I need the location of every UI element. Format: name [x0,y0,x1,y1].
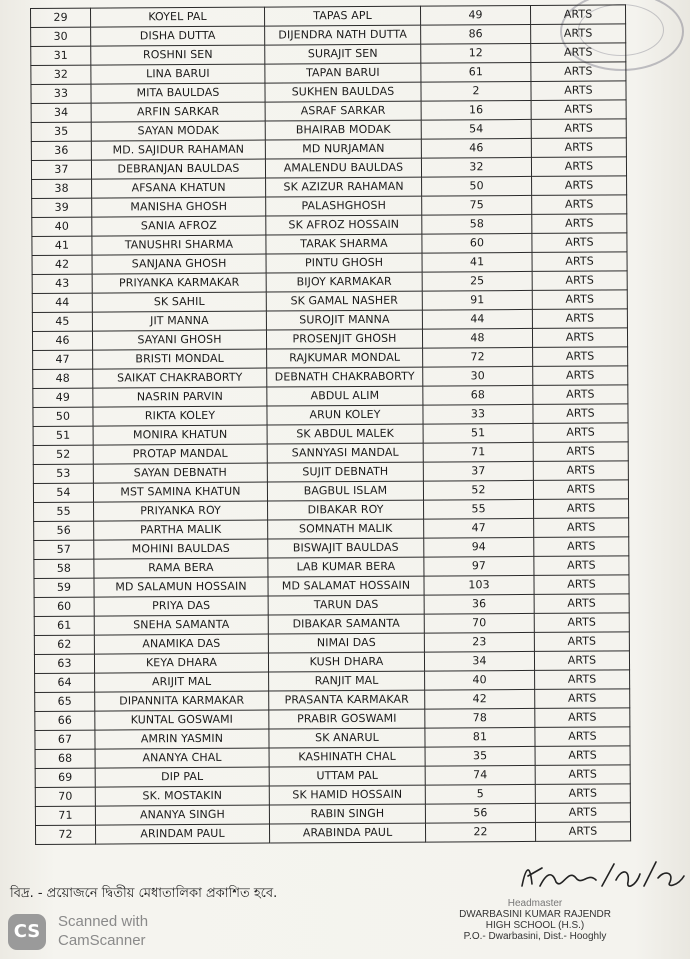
cell-student-name: ANAMIKA DAS [94,634,268,654]
school-name-line2: HIGH SCHOOL (H.S.) [485,920,585,931]
cell-student-name: RAMA BERA [94,558,268,578]
cell-stream: ARTS [535,727,630,747]
cell-serial-number: 36 [31,141,91,160]
cell-marks: 5 [425,784,535,804]
cell-serial-number: 40 [32,217,92,236]
cell-serial-number: 34 [31,103,91,122]
cell-stream: ARTS [531,100,626,120]
cell-serial-number: 41 [32,236,92,255]
cell-student-name: BRISTI MONDAL [93,349,267,369]
cell-father-name: ARABINDA PAUL [269,823,425,843]
cell-marks: 35 [425,746,535,766]
cell-marks: 55 [424,499,534,519]
cell-marks: 30 [423,366,533,386]
cell-stream: ARTS [532,195,627,215]
cell-stream: ARTS [533,442,628,462]
cell-student-name: SANJANA GHOSH [92,254,266,274]
cell-student-name: PROTAP MANDAL [93,444,267,464]
cell-marks: 70 [424,613,534,633]
cell-serial-number: 50 [33,407,93,426]
cell-student-name: MST SAMINA KHATUN [93,482,267,502]
cell-father-name: TAPAN BARUI [265,63,421,83]
cell-stream: ARTS [535,689,630,709]
cell-serial-number: 30 [31,27,91,46]
table-row [35,822,630,845]
cell-father-name: SUROJIT MANNA [266,310,422,330]
cell-serial-number: 53 [33,464,93,483]
cell-marks: 16 [421,100,531,120]
merit-list-table [30,4,631,845]
cell-father-name: MD SALAMAT HOSSAIN [268,576,424,596]
cell-marks: 34 [424,651,534,671]
cell-marks: 58 [422,214,532,234]
cell-student-name: SK SAHIL [92,292,266,312]
camscanner-logo-icon: CS [8,914,46,950]
cell-serial-number: 47 [33,350,93,369]
cell-stream: ARTS [531,62,626,82]
scanner-watermark-line2: CamScanner [58,932,146,949]
cell-serial-number: 72 [35,825,95,844]
cell-stream: ARTS [534,594,629,614]
cell-student-name: KEYA DHARA [94,653,268,673]
cell-father-name: BHAIRAB MODAK [265,120,421,140]
cell-marks: 44 [422,309,532,329]
cell-father-name: SURAJIT SEN [265,44,421,64]
cell-student-name: DIPANNITA KARMAKAR [95,691,269,711]
cell-father-name: DIJENDRA NATH DUTTA [265,25,421,45]
cell-student-name: JIT MANNA [92,311,266,331]
cell-serial-number: 59 [34,578,94,597]
cell-father-name: SK ABDUL MALEK [267,424,423,444]
cell-stream: ARTS [533,480,628,500]
cell-marks: 48 [422,328,532,348]
cell-stream: ARTS [532,309,627,329]
cell-stream: ARTS [533,423,628,443]
cell-marks: 46 [421,138,531,158]
cell-father-name: MD NURJAMAN [265,139,421,159]
cell-stream: ARTS [533,347,628,367]
cell-father-name: DEBNATH CHAKRABORTY [267,367,423,387]
cell-marks: 68 [423,385,533,405]
cell-serial-number: 67 [35,730,95,749]
cell-serial-number: 52 [33,445,93,464]
cell-stream: ARTS [534,537,629,557]
cell-marks: 91 [422,290,532,310]
cell-father-name: ARUN KOLEY [267,405,423,425]
headmaster-title: Headmaster [507,898,563,909]
footer-note: বিদ্র. - প্রয়োজনে দ্বিতীয় মেধাতালিকা প্রকাশিত হবে. [10,886,278,901]
cell-student-name: MOHINI BAULDAS [94,539,268,559]
cell-serial-number: 42 [32,255,92,274]
cell-serial-number: 54 [33,483,93,502]
cell-student-name: MONIRA KHATUN [93,425,267,445]
cell-father-name: RANJIT MAL [269,671,425,691]
cell-father-name: SK GAMAL NASHER [266,291,422,311]
cell-marks: 72 [423,347,533,367]
cell-stream: ARTS [534,613,629,633]
cell-father-name: DIBAKAR ROY [268,500,424,520]
cell-student-name: MITA BAULDAS [91,83,265,103]
cell-father-name: SK ANARUL [269,728,425,748]
cell-serial-number: 44 [32,293,92,312]
cell-marks: 61 [421,62,531,82]
cell-student-name: TANUSHRI SHARMA [92,235,266,255]
cell-serial-number: 51 [33,426,93,445]
cell-marks: 41 [422,252,532,272]
cell-stream: ARTS [532,252,627,272]
cell-marks: 81 [425,727,535,747]
cell-student-name: PRIYANKA KARMAKAR [92,273,266,293]
cell-marks: 12 [421,43,531,63]
cell-marks: 42 [425,689,535,709]
cell-marks: 2 [421,81,531,101]
cell-serial-number: 31 [31,46,91,65]
cell-stream: ARTS [534,499,629,519]
cell-student-name: PRIYA DAS [94,596,268,616]
cell-stream: ARTS [532,176,627,196]
cell-stream: ARTS [533,385,628,405]
cell-serial-number: 66 [35,711,95,730]
cell-serial-number: 32 [31,65,91,84]
cell-student-name: DEBRANJAN BAULDAS [91,159,265,179]
cell-stream: ARTS [534,651,629,671]
cell-father-name: PROSENJIT GHOSH [266,329,422,349]
cell-serial-number: 39 [32,198,92,217]
cell-student-name: AFSANA KHATUN [92,178,266,198]
cell-marks: 74 [425,765,535,785]
cell-student-name: MD. SAJIDUR RAHAMAN [91,140,265,160]
cell-stream: ARTS [531,43,626,63]
cell-father-name: SUJIT DEBNATH [267,462,423,482]
cell-student-name: MANISHA GHOSH [92,197,266,217]
cell-father-name: SK HAMID HOSSAIN [269,785,425,805]
cell-serial-number: 69 [35,768,95,787]
cell-marks: 54 [421,119,531,139]
cell-serial-number: 70 [35,787,95,806]
cell-student-name: ARINDAM PAUL [95,824,269,844]
cell-marks: 49 [420,5,530,25]
cell-student-name: DISHA DUTTA [91,26,265,46]
cell-stream: ARTS [532,328,627,348]
cell-stream: ARTS [535,784,630,804]
cell-stream: ARTS [534,632,629,652]
cell-stream: ARTS [531,24,626,44]
cell-father-name: BISWAJIT BAULDAS [268,538,424,558]
cell-stream: ARTS [535,803,630,823]
cell-stream: ARTS [533,461,628,481]
cell-stream: ARTS [535,822,630,842]
cell-father-name: LAB KUMAR BERA [268,557,424,577]
cell-serial-number: 65 [35,692,95,711]
cell-student-name: SANIA AFROZ [92,216,266,236]
cell-marks: 50 [422,176,532,196]
cell-serial-number: 37 [31,160,91,179]
cell-student-name: SK. MOSTAKIN [95,786,269,806]
cell-father-name: KASHINATH CHAL [269,747,425,767]
cell-student-name: KOYEL PAL [91,7,265,27]
cell-stream: ARTS [534,575,629,595]
cell-marks: 40 [425,670,535,690]
cell-student-name: ANANYA CHAL [95,748,269,768]
cell-stream: ARTS [535,670,630,690]
cell-stream: ARTS [535,765,630,785]
cell-stream: ARTS [534,518,629,538]
cell-student-name: LINA BARUI [91,64,265,84]
cell-father-name: UTTAM PAL [269,766,425,786]
cell-stream: ARTS [532,290,627,310]
cell-student-name: ARFIN SARKAR [91,102,265,122]
cell-serial-number: 60 [34,597,94,616]
headmaster-stamp [430,898,640,942]
school-name-line1: DWARBASINI KUMAR RAJENDR [459,909,611,920]
cell-marks: 71 [423,442,533,462]
cell-student-name: AMRIN YASMIN [95,729,269,749]
scanner-watermark-line1: Scanned with [58,913,149,930]
cell-serial-number: 58 [34,559,94,578]
cell-marks: 37 [423,461,533,481]
cell-father-name: TARAK SHARMA [266,234,422,254]
cell-father-name: RAJKUMAR MONDAL [267,348,423,368]
cell-serial-number: 35 [31,122,91,141]
cell-father-name: PRASANTA KARMAKAR [269,690,425,710]
cell-father-name: SUKHEN BAULDAS [265,82,421,102]
cell-marks: 75 [422,195,532,215]
cell-father-name: SANNYASI MANDAL [267,443,423,463]
cell-father-name: PRABIR GOSWAMI [269,709,425,729]
cell-student-name: SAYAN MODAK [91,121,265,141]
cell-serial-number: 49 [33,388,93,407]
cell-student-name: SAYAN DEBNATH [93,463,267,483]
cell-marks: 51 [423,423,533,443]
cell-serial-number: 43 [32,274,92,293]
cell-father-name: PINTU GHOSH [266,253,422,273]
cell-marks: 47 [424,518,534,538]
cell-marks: 23 [424,632,534,652]
cell-serial-number: 46 [32,331,92,350]
cell-serial-number: 63 [34,654,94,673]
cell-student-name: DIP PAL [95,767,269,787]
cell-serial-number: 71 [35,806,95,825]
cell-marks: 56 [425,803,535,823]
cell-marks: 33 [423,404,533,424]
cell-father-name: ABDUL ALIM [267,386,423,406]
cell-father-name: SK AZIZUR RAHAMAN [266,177,422,197]
cell-marks: 36 [424,594,534,614]
cell-student-name: ARIJIT MAL [95,672,269,692]
cell-serial-number: 29 [31,8,91,27]
cell-serial-number: 48 [33,369,93,388]
cell-marks: 86 [421,24,531,44]
cell-stream: ARTS [532,233,627,253]
cell-father-name: BIJOY KARMAKAR [266,272,422,292]
cell-father-name: NIMAI DAS [268,633,424,653]
cell-marks: 52 [423,480,533,500]
cell-father-name: SK AFROZ HOSSAIN [266,215,422,235]
cell-stream: ARTS [531,119,626,139]
cell-father-name: BAGBUL ISLAM [267,481,423,501]
cell-stream: ARTS [531,157,626,177]
cell-father-name: TARUN DAS [268,595,424,615]
cell-father-name: KUSH DHARA [268,652,424,672]
cell-father-name: TAPAS APL [264,6,420,26]
cell-serial-number: 45 [32,312,92,331]
cell-serial-number: 55 [34,502,94,521]
cell-serial-number: 68 [35,749,95,768]
cell-father-name: PALASHGHOSH [266,196,422,216]
cell-marks: 78 [425,708,535,728]
cell-marks: 97 [424,556,534,576]
cell-stream: ARTS [534,556,629,576]
cell-stream: ARTS [535,746,630,766]
cell-student-name: SAYANI GHOSH [92,330,266,350]
cell-stream: ARTS [531,81,626,101]
cell-serial-number: 57 [34,540,94,559]
headmaster-signature [518,856,688,898]
cell-stream: ARTS [532,271,627,291]
cell-stream: ARTS [535,708,630,728]
cell-student-name: MD SALAMUN HOSSAIN [94,577,268,597]
cell-father-name: ASRAF SARKAR [265,101,421,121]
cell-marks: 25 [422,271,532,291]
cell-student-name: NASRIN PARVIN [93,387,267,407]
cell-serial-number: 56 [34,521,94,540]
cell-serial-number: 38 [32,179,92,198]
cell-marks: 22 [425,822,535,842]
cell-serial-number: 61 [34,616,94,635]
cell-student-name: SNEHA SAMANTA [94,615,268,635]
cell-marks: 32 [421,157,531,177]
cell-stream: ARTS [533,366,628,386]
merit-list-body [31,5,631,845]
cell-stream: ARTS [530,5,625,25]
cell-father-name: DIBAKAR SAMANTA [268,614,424,634]
cell-student-name: PARTHA MALIK [94,520,268,540]
cell-serial-number: 62 [34,635,94,654]
cell-marks: 60 [422,233,532,253]
cell-serial-number: 64 [35,673,95,692]
cell-serial-number: 33 [31,84,91,103]
cell-stream: ARTS [532,214,627,234]
cell-marks: 94 [424,537,534,557]
cell-stream: ARTS [531,138,626,158]
cell-father-name: AMALENDU BAULDAS [265,158,421,178]
cell-marks: 103 [424,575,534,595]
cell-student-name: ROSHNI SEN [91,45,265,65]
cell-student-name: ANANYA SINGH [95,805,269,825]
cell-student-name: SAIKAT CHAKRABORTY [93,368,267,388]
cell-student-name: PRIYANKA ROY [94,501,268,521]
cell-father-name: SOMNATH MALIK [268,519,424,539]
cell-stream: ARTS [533,404,628,424]
cell-father-name: RABIN SINGH [269,804,425,824]
school-address: P.O.- Dwarbasini, Dist.- Hooghly [463,931,607,942]
cell-student-name: RIKTA KOLEY [93,406,267,426]
cell-student-name: KUNTAL GOSWAMI [95,710,269,730]
